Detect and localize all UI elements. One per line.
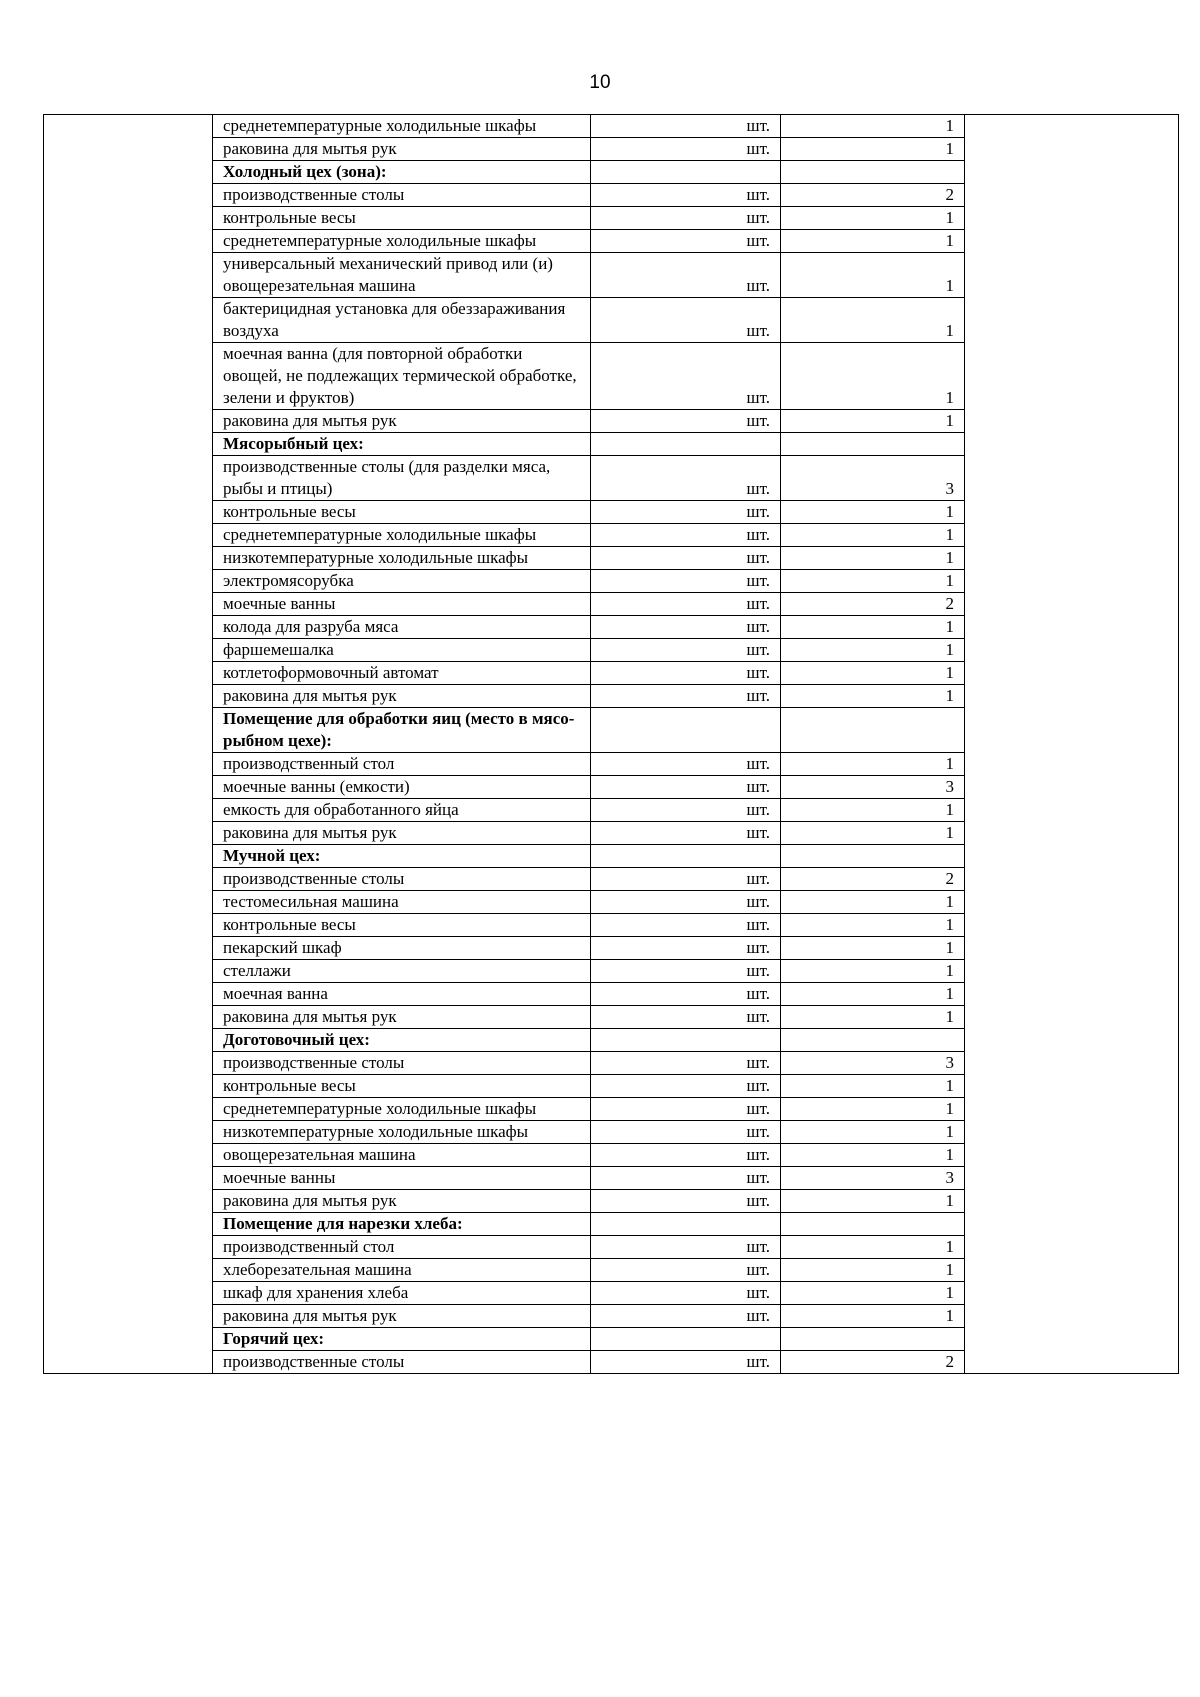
section-heading: Помещение для обработки яиц (место в мясо-рыбном цехе): (213, 708, 591, 753)
quantity-cell (781, 1213, 965, 1236)
item-name: раковина для мытья рук (213, 1006, 591, 1029)
unit-cell: шт. (591, 1075, 781, 1098)
blank-right-column-cell (965, 115, 1179, 1374)
unit-cell (591, 845, 781, 868)
quantity-cell: 1 (781, 253, 965, 298)
unit-cell (591, 1213, 781, 1236)
unit-cell: шт. (591, 1259, 781, 1282)
quantity-cell: 1 (781, 662, 965, 685)
quantity-cell: 1 (781, 685, 965, 708)
quantity-cell: 2 (781, 1351, 965, 1374)
quantity-cell: 1 (781, 1236, 965, 1259)
unit-cell: шт. (591, 1167, 781, 1190)
unit-cell (591, 1029, 781, 1052)
quantity-cell: 1 (781, 983, 965, 1006)
unit-cell: шт. (591, 685, 781, 708)
unit-cell: шт. (591, 914, 781, 937)
unit-cell: шт. (591, 639, 781, 662)
quantity-cell: 1 (781, 230, 965, 253)
section-heading: Мясорыбный цех: (213, 433, 591, 456)
item-name: моечные ванны (емкости) (213, 776, 591, 799)
unit-cell: шт. (591, 1144, 781, 1167)
quantity-cell (781, 433, 965, 456)
quantity-cell: 1 (781, 298, 965, 343)
quantity-cell: 1 (781, 410, 965, 433)
unit-cell: шт. (591, 960, 781, 983)
quantity-cell (781, 1029, 965, 1052)
unit-cell: шт. (591, 1351, 781, 1374)
unit-cell (591, 708, 781, 753)
unit-cell: шт. (591, 891, 781, 914)
unit-cell: шт. (591, 776, 781, 799)
item-name: контрольные весы (213, 914, 591, 937)
item-name: овощерезательная машина (213, 1144, 591, 1167)
quantity-cell: 1 (781, 1190, 965, 1213)
quantity-cell: 1 (781, 570, 965, 593)
section-heading: Помещение для нарезки хлеба: (213, 1213, 591, 1236)
unit-cell (591, 1328, 781, 1351)
unit-cell: шт. (591, 547, 781, 570)
unit-cell: шт. (591, 1282, 781, 1305)
unit-cell: шт. (591, 868, 781, 891)
item-name: низкотемпературные холодильные шкафы (213, 1121, 591, 1144)
quantity-cell: 1 (781, 891, 965, 914)
item-name: контрольные весы (213, 207, 591, 230)
unit-cell: шт. (591, 753, 781, 776)
unit-cell: шт. (591, 1305, 781, 1328)
item-name: пекарский шкаф (213, 937, 591, 960)
quantity-cell: 1 (781, 1282, 965, 1305)
item-name: раковина для мытья рук (213, 1190, 591, 1213)
item-name: фаршемешалка (213, 639, 591, 662)
quantity-cell: 2 (781, 868, 965, 891)
item-name: раковина для мытья рук (213, 685, 591, 708)
equipment-table (43, 114, 1179, 1374)
item-name: производственный стол (213, 753, 591, 776)
unit-cell: шт. (591, 524, 781, 547)
item-name: моечная ванна (213, 983, 591, 1006)
item-name: среднетемпературные холодильные шкафы (213, 115, 591, 138)
unit-cell: шт. (591, 184, 781, 207)
quantity-cell: 3 (781, 456, 965, 501)
quantity-cell: 1 (781, 1121, 965, 1144)
quantity-cell: 1 (781, 616, 965, 639)
table-row (44, 115, 1179, 138)
item-name: шкаф для хранения хлеба (213, 1282, 591, 1305)
unit-cell: шт. (591, 799, 781, 822)
unit-cell: шт. (591, 593, 781, 616)
unit-cell: шт. (591, 138, 781, 161)
quantity-cell: 1 (781, 822, 965, 845)
quantity-cell: 1 (781, 138, 965, 161)
item-name: стеллажи (213, 960, 591, 983)
quantity-cell: 1 (781, 960, 965, 983)
unit-cell: шт. (591, 1190, 781, 1213)
quantity-cell: 1 (781, 799, 965, 822)
unit-cell: шт. (591, 662, 781, 685)
page-number: 10 (589, 72, 611, 93)
unit-cell (591, 433, 781, 456)
unit-cell: шт. (591, 410, 781, 433)
unit-cell: шт. (591, 983, 781, 1006)
item-name: колода для разруба мяса (213, 616, 591, 639)
item-name: производственные столы (213, 1052, 591, 1075)
quantity-cell: 1 (781, 207, 965, 230)
item-name: производственные столы (213, 184, 591, 207)
item-name: моечные ванны (213, 1167, 591, 1190)
quantity-cell: 1 (781, 1259, 965, 1282)
section-heading: Горячий цех: (213, 1328, 591, 1351)
item-name: бактерицидная установка для обеззараживания воздуха (213, 298, 591, 343)
quantity-cell: 3 (781, 776, 965, 799)
quantity-cell (781, 1328, 965, 1351)
equipment-table-body (44, 115, 1179, 1374)
item-name: универсальный механический привод или (и) овощерезательная машина (213, 253, 591, 298)
quantity-cell (781, 161, 965, 184)
item-name: производственные столы (213, 868, 591, 891)
unit-cell: шт. (591, 1052, 781, 1075)
quantity-cell: 1 (781, 115, 965, 138)
item-name: среднетемпературные холодильные шкафы (213, 524, 591, 547)
quantity-cell: 1 (781, 343, 965, 410)
unit-cell: шт. (591, 253, 781, 298)
unit-cell: шт. (591, 937, 781, 960)
unit-cell: шт. (591, 1236, 781, 1259)
quantity-cell (781, 708, 965, 753)
section-heading: Мучной цех: (213, 845, 591, 868)
quantity-cell: 1 (781, 1006, 965, 1029)
quantity-cell: 2 (781, 184, 965, 207)
item-name: раковина для мытья рук (213, 410, 591, 433)
unit-cell: шт. (591, 1121, 781, 1144)
item-name: раковина для мытья рук (213, 138, 591, 161)
item-name: электромясорубка (213, 570, 591, 593)
item-name: контрольные весы (213, 1075, 591, 1098)
section-heading: Холодный цех (зона): (213, 161, 591, 184)
unit-cell: шт. (591, 115, 781, 138)
unit-cell: шт. (591, 1098, 781, 1121)
item-name: раковина для мытья рук (213, 1305, 591, 1328)
unit-cell (591, 161, 781, 184)
quantity-cell: 1 (781, 524, 965, 547)
item-name: среднетемпературные холодильные шкафы (213, 230, 591, 253)
item-name: моечные ванны (213, 593, 591, 616)
quantity-cell: 1 (781, 1075, 965, 1098)
unit-cell: шт. (591, 456, 781, 501)
quantity-cell: 1 (781, 547, 965, 570)
quantity-cell (781, 845, 965, 868)
item-name: моечная ванна (для повторной обработки овощей, не подлежащих термической обработке, зелени и фруктов) (213, 343, 591, 410)
quantity-cell: 1 (781, 937, 965, 960)
quantity-cell: 3 (781, 1052, 965, 1075)
unit-cell: шт. (591, 343, 781, 410)
quantity-cell: 1 (781, 914, 965, 937)
blank-left-column-cell (44, 115, 213, 1374)
quantity-cell: 1 (781, 753, 965, 776)
quantity-cell: 3 (781, 1167, 965, 1190)
item-name: контрольные весы (213, 501, 591, 524)
quantity-cell: 1 (781, 501, 965, 524)
item-name: котлетоформовочный автомат (213, 662, 591, 685)
quantity-cell: 1 (781, 639, 965, 662)
quantity-cell: 1 (781, 1098, 965, 1121)
item-name: производственные столы (для разделки мяса, рыбы и птицы) (213, 456, 591, 501)
unit-cell: шт. (591, 822, 781, 845)
unit-cell: шт. (591, 207, 781, 230)
item-name: производственный стол (213, 1236, 591, 1259)
quantity-cell: 1 (781, 1144, 965, 1167)
item-name: емкость для обработанного яйца (213, 799, 591, 822)
item-name: производственные столы (213, 1351, 591, 1374)
item-name: низкотемпературные холодильные шкафы (213, 547, 591, 570)
item-name: тестомесильная машина (213, 891, 591, 914)
unit-cell: шт. (591, 570, 781, 593)
section-heading: Доготовочный цех: (213, 1029, 591, 1052)
item-name: среднетемпературные холодильные шкафы (213, 1098, 591, 1121)
item-name: хлеборезательная машина (213, 1259, 591, 1282)
quantity-cell: 2 (781, 593, 965, 616)
unit-cell: шт. (591, 1006, 781, 1029)
unit-cell: шт. (591, 616, 781, 639)
unit-cell: шт. (591, 230, 781, 253)
item-name: раковина для мытья рук (213, 822, 591, 845)
unit-cell: шт. (591, 298, 781, 343)
quantity-cell: 1 (781, 1305, 965, 1328)
unit-cell: шт. (591, 501, 781, 524)
